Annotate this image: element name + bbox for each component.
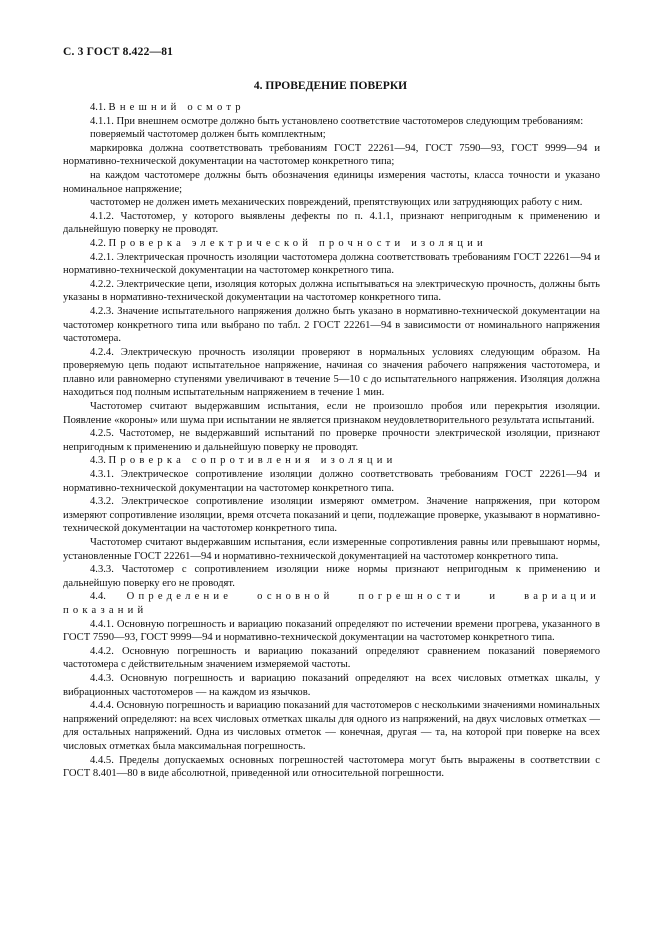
section-title: 4. ПРОВЕДЕНИЕ ПОВЕРКИ — [253, 80, 408, 92]
paragraph: 4.3.2. Электрическое сопротивление изоляции измеряют омметром. Значение напряжения, при котором измеряют сопротивление изоляции, время отсчета показаний и цепи, подлежащие проверке, указывают в нормативно-технической документации на частотомер конкретного типа. — [63, 496, 600, 535]
paragraph: 4.2.1. Электрическая прочность изоляции частотомера должна соответствовать требованиям ГОСТ 22261—94 и нормативно-технической документации на частотомер конкретного типа. — [63, 251, 600, 277]
paragraph: 4.4.3. Основную погрешность и вариацию показаний определяют на всех числовых отметках шкалы, у вибрационных частотомеров — на каждом из язычков. — [63, 672, 600, 698]
paragraph: 4.2.5. Частотомер, не выдержавший испытаний по проверке прочности электрической изоляции, признают непригодным к применению и дальнейшую поверку не проводят. — [63, 428, 600, 453]
paragraph: на каждом частотомере должны быть обозначения единицы измерения частоты, класса точности и указано номинальное напряжение; — [63, 169, 600, 195]
paragraph: 4.4.5. Пределы допускаемых основных погрешностей частотомера могут быть выражены в соответствии с ГОСТ 8.401—80 в виде абсолютной, приведенной или относительной погрешности. — [63, 754, 600, 780]
paragraph: Частотомер считают выдержавшим испытания, если не произошло пробоя или перекрытия изоляции. Появление «короны» или шума при испытании не является признаком неудовлетворительного результата испытаний. — [63, 401, 600, 426]
paragraph: 4.2.4. Электрическую прочность изоляции проверяют в нормальных условиях следующим образом. На проверяемую цепь подают испытательное напряжение, начиная со значения рабочего напряжения частотомера, и плавно или равномерно ступенями увеличивают в течение 5—10 с до испытательного напряжения. Изоляция должна находиться под полным испытательным напряжением в течение 1 мин. — [63, 346, 600, 399]
subsection-heading: 4.2. Проверка электрической прочности изоляции — [90, 237, 487, 249]
paragraph: 4.2.3. Значение испытательного напряжения должно быть указано в нормативно-технической документации на частотомер конкретного типа или выбрано по табл. 2 ГОСТ 22261—94 в зависимости от номинального напряжения частотомера. — [63, 305, 600, 345]
paragraph: 4.1.1. При внешнем осмотре должно быть установлено соответствие частотомеров следующим требованиям: — [90, 115, 584, 127]
paragraph: 4.2.2. Электрические цепи, изоляция которых должна испытываться на электрическую прочность, должны быть указаны в нормативно-технической документации на частотомер конкретного типа. — [63, 278, 600, 304]
paragraph: 4.3.3. Частотомер с сопротивлением изоляции ниже нормы признают непригодным к применению и дальнейшую поверку его не проводят. — [63, 564, 600, 589]
paragraph: 4.4.1. Основную погрешность и вариацию показаний определяют по истечении времени прогрева, указанного в ГОСТ 7590—93, ГОСТ 9999—94 и нормативно-технической документации на частотомер конкретного типа. — [63, 618, 600, 644]
paragraph: 4.1.2. Частотомер, у которого выявлены дефекты по п. 4.1.1, признают непригодным к применению и дальнейшую поверку не проводят. — [63, 210, 600, 236]
paragraph: маркировка должна соответствовать требованиям ГОСТ 22261—94, ГОСТ 7590—93, ГОСТ 9999—94 и нормативно-технической документации на частотомер конкретного типа; — [63, 142, 600, 168]
paragraph: 4.4.2. Основную погрешность и вариацию показаний определяют сравнением показаний поверяемого частотомера с действительным значением измеряемой частоты. — [63, 645, 600, 671]
paragraph: 4.4.4. Основную погрешность и вариацию показаний для частотомеров с несколькими значениями номинальных напряжений определяют: на всех числовых отметках шкалы для одного из напряжений, на двух числовых отметках — для остальных напряжений. Одна из числовых отметок — конечная, другая — та, на которой при поверке на всех числовых отметках была максимальная погрешность. — [63, 700, 600, 752]
paragraph: Частотомер считают выдержавшим испытания, если измеренные сопротивления равны или превышают нормы, установленные ГОСТ 22261—94 и нормативно-технической документацией на частотомер конкретного типа. — [63, 537, 600, 562]
subsection-heading: 4.1. Внешний осмотр — [90, 102, 245, 113]
page-header: С. 3 ГОСТ 8.422—81 — [63, 46, 174, 58]
paragraph: 4.3.1. Электрическое сопротивление изоляции должно соответствовать требованиям ГОСТ 22261—94 и нормативно-технической документации на частотомер конкретного типа. — [63, 469, 600, 494]
subsection-heading: 4.4. Определение основной погрешности и вариации показаний — [63, 591, 600, 616]
paragraph: частотомер не должен иметь механических повреждений, препятствующих или затрудняющих работу с ним. — [90, 197, 583, 209]
document-body — [63, 101, 600, 781]
paragraph: поверяемый частотомер должен быть комплектным; — [90, 129, 326, 141]
subsection-heading: 4.3. Проверка сопротивления изоляции — [90, 455, 397, 467]
